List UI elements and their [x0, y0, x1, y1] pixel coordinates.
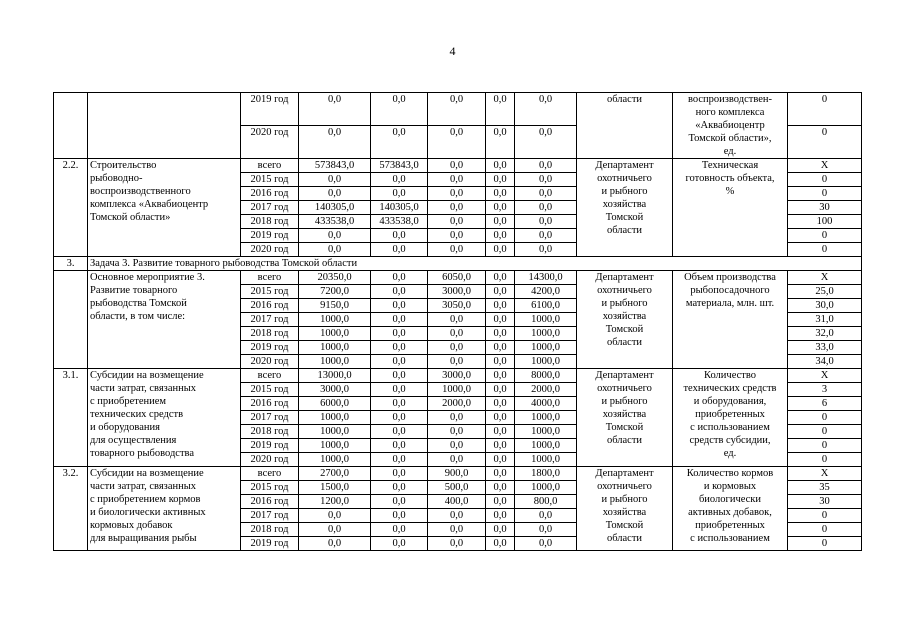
year-cell: 2018 год: [241, 425, 299, 439]
amount-cell: 0,0: [428, 453, 486, 467]
amount-cell: 0,0: [371, 299, 428, 313]
year-cell: 2020 год: [241, 453, 299, 467]
table-row: [54, 369, 862, 383]
year-cell: 2016 год: [241, 187, 299, 201]
indicator-value: 0: [788, 173, 862, 187]
amount-cell: 0,0: [486, 126, 515, 159]
year-cell: 2019 год: [241, 229, 299, 243]
indicator-value: 0: [788, 229, 862, 243]
table-row: [54, 271, 862, 285]
amount-cell: 1000,0: [515, 425, 577, 439]
amount-cell: 2700,0: [299, 467, 371, 481]
amount-cell: 0,0: [486, 355, 515, 369]
amount-cell: 1000,0: [299, 313, 371, 327]
indicator-value: Х: [788, 159, 862, 173]
amount-cell: 0,0: [371, 355, 428, 369]
year-cell: 2017 год: [241, 313, 299, 327]
indicator-value: 0: [788, 439, 862, 453]
year-cell: 2017 год: [241, 201, 299, 215]
amount-cell: 0,0: [371, 537, 428, 551]
amount-cell: 0,0: [486, 537, 515, 551]
amount-cell: 0,0: [371, 126, 428, 159]
indicator-value: 35: [788, 481, 862, 495]
indicator-value: Х: [788, 271, 862, 285]
amount-cell: 0,0: [428, 126, 486, 159]
amount-cell: 14300,0: [515, 271, 577, 285]
amount-cell: 0,0: [299, 243, 371, 257]
amount-cell: 0,0: [486, 425, 515, 439]
amount-cell: 0,0: [371, 481, 428, 495]
amount-cell: 573843,0: [299, 159, 371, 173]
amount-cell: 0,0: [486, 173, 515, 187]
amount-cell: 0,0: [486, 481, 515, 495]
indicator-value: 0: [788, 411, 862, 425]
amount-cell: 1000,0: [515, 341, 577, 355]
amount-cell: 0,0: [371, 369, 428, 383]
year-cell: 2019 год: [241, 537, 299, 551]
year-cell: 2017 год: [241, 509, 299, 523]
amount-cell: 1000,0: [515, 481, 577, 495]
amount-cell: 1000,0: [428, 383, 486, 397]
amount-cell: 433538,0: [371, 215, 428, 229]
indicator-value: 30: [788, 495, 862, 509]
amount-cell: 1000,0: [515, 355, 577, 369]
amount-cell: 0,0: [428, 509, 486, 523]
amount-cell: 1800,0: [515, 467, 577, 481]
amount-cell: 0,0: [428, 173, 486, 187]
amount-cell: 0,0: [299, 126, 371, 159]
amount-cell: 0,0: [486, 271, 515, 285]
activity-name: [88, 93, 241, 159]
amount-cell: 1000,0: [299, 411, 371, 425]
amount-cell: 0,0: [371, 397, 428, 411]
table-row: [54, 93, 862, 126]
amount-cell: 1200,0: [299, 495, 371, 509]
amount-cell: 0,0: [515, 215, 577, 229]
amount-cell: 0,0: [428, 537, 486, 551]
amount-cell: 1000,0: [299, 453, 371, 467]
amount-cell: 4200,0: [515, 285, 577, 299]
row-number: [54, 271, 88, 369]
amount-cell: 3000,0: [428, 285, 486, 299]
amount-cell: 1000,0: [299, 439, 371, 453]
amount-cell: 0,0: [515, 187, 577, 201]
indicator-value: 0: [788, 187, 862, 201]
indicator-value: 0: [788, 243, 862, 257]
task-row: [54, 257, 862, 271]
amount-cell: 0,0: [428, 93, 486, 126]
year-cell: 2015 год: [241, 383, 299, 397]
amount-cell: 0,0: [371, 411, 428, 425]
amount-cell: 0,0: [486, 439, 515, 453]
amount-cell: 1000,0: [515, 439, 577, 453]
amount-cell: 0,0: [515, 537, 577, 551]
amount-cell: 0,0: [428, 215, 486, 229]
amount-cell: 0,0: [486, 313, 515, 327]
amount-cell: 0,0: [515, 93, 577, 126]
amount-cell: 0,0: [428, 229, 486, 243]
amount-cell: 0,0: [428, 355, 486, 369]
amount-cell: 400,0: [428, 495, 486, 509]
amount-cell: 0,0: [371, 453, 428, 467]
indicator-value: Х: [788, 369, 862, 383]
amount-cell: 0,0: [486, 159, 515, 173]
amount-cell: 1500,0: [299, 481, 371, 495]
indicator-value: 0: [788, 453, 862, 467]
indicator-value: 34,0: [788, 355, 862, 369]
indicator-value: 0: [788, 126, 862, 159]
amount-cell: 6000,0: [299, 397, 371, 411]
indicator-value: 30,0: [788, 299, 862, 313]
amount-cell: 0,0: [371, 271, 428, 285]
year-cell: 2018 год: [241, 327, 299, 341]
year-cell: 2016 год: [241, 299, 299, 313]
year-cell: всего: [241, 159, 299, 173]
amount-cell: 0,0: [428, 327, 486, 341]
amount-cell: 900,0: [428, 467, 486, 481]
amount-cell: 573843,0: [371, 159, 428, 173]
responsible-department: Департамент охотничьего и рыбного хозяйства Томской области: [577, 159, 673, 257]
responsible-department: Департамент охотничьего и рыбного хозяйства Томской области: [577, 467, 673, 551]
amount-cell: 0,0: [371, 467, 428, 481]
indicator-value: 6: [788, 397, 862, 411]
amount-cell: 1000,0: [299, 355, 371, 369]
amount-cell: 2000,0: [515, 383, 577, 397]
amount-cell: 0,0: [515, 173, 577, 187]
activity-name: Основное мероприятие 3. Развитие товарного рыбоводства Томской области, в том числе:: [88, 271, 241, 369]
indicator-value: 3: [788, 383, 862, 397]
indicator-value: 0: [788, 537, 862, 551]
amount-cell: 1000,0: [299, 327, 371, 341]
amount-cell: 0,0: [515, 523, 577, 537]
indicator-name: воспроизводствен- ного комплекса «Аквабиоцентр Томской области», ед.: [673, 93, 788, 159]
amount-cell: 0,0: [371, 509, 428, 523]
responsible-department: Департамент охотничьего и рыбного хозяйства Томской области: [577, 271, 673, 369]
year-cell: 2019 год: [241, 93, 299, 126]
amount-cell: 0,0: [428, 523, 486, 537]
amount-cell: 0,0: [371, 383, 428, 397]
year-cell: 2015 год: [241, 173, 299, 187]
amount-cell: 0,0: [371, 173, 428, 187]
amount-cell: 0,0: [299, 173, 371, 187]
amount-cell: 4000,0: [515, 397, 577, 411]
amount-cell: 0,0: [371, 243, 428, 257]
amount-cell: 20350,0: [299, 271, 371, 285]
amount-cell: 0,0: [299, 187, 371, 201]
amount-cell: 0,0: [428, 425, 486, 439]
amount-cell: 1000,0: [515, 313, 577, 327]
indicator-value: 32,0: [788, 327, 862, 341]
year-cell: 2020 год: [241, 355, 299, 369]
amount-cell: 0,0: [428, 243, 486, 257]
year-cell: 2015 год: [241, 285, 299, 299]
row-number: [54, 93, 88, 159]
amount-cell: 0,0: [299, 523, 371, 537]
indicator-value: 30: [788, 201, 862, 215]
amount-cell: 0,0: [486, 383, 515, 397]
amount-cell: 0,0: [515, 243, 577, 257]
activity-name: Строительство рыбоводно- воспроизводственного комплекса «Аквабиоцентр Томской области»: [88, 159, 241, 257]
amount-cell: 0,0: [428, 313, 486, 327]
amount-cell: 1000,0: [299, 341, 371, 355]
amount-cell: 0,0: [371, 495, 428, 509]
year-cell: всего: [241, 271, 299, 285]
year-cell: 2019 год: [241, 439, 299, 453]
row-number: 3.2.: [54, 467, 88, 551]
year-cell: 2019 год: [241, 341, 299, 355]
table-row: [54, 467, 862, 481]
task-number: 3.: [54, 257, 88, 271]
amount-cell: 0,0: [371, 439, 428, 453]
indicator-value: Х: [788, 467, 862, 481]
year-cell: 2018 год: [241, 215, 299, 229]
amount-cell: 0,0: [371, 425, 428, 439]
indicator-name: Количество технических средств и оборудования, приобретенных с использованием средств субсидии, ед.: [673, 369, 788, 467]
indicator-name: Объем производства рыбопосадочного материала, млн. шт.: [673, 271, 788, 369]
amount-cell: 0,0: [371, 313, 428, 327]
indicator-value: 31,0: [788, 313, 862, 327]
amount-cell: 0,0: [486, 509, 515, 523]
amount-cell: 3000,0: [299, 383, 371, 397]
amount-cell: 2000,0: [428, 397, 486, 411]
amount-cell: 140305,0: [371, 201, 428, 215]
amount-cell: 0,0: [428, 201, 486, 215]
amount-cell: 0,0: [486, 327, 515, 341]
amount-cell: 0,0: [371, 285, 428, 299]
year-cell: всего: [241, 467, 299, 481]
amount-cell: 0,0: [486, 93, 515, 126]
amount-cell: 0,0: [371, 327, 428, 341]
year-cell: 2017 год: [241, 411, 299, 425]
amount-cell: 0,0: [428, 187, 486, 201]
amount-cell: 0,0: [486, 523, 515, 537]
table-row: [54, 159, 862, 173]
amount-cell: 13000,0: [299, 369, 371, 383]
row-number: 2.2.: [54, 159, 88, 257]
amount-cell: 0,0: [486, 187, 515, 201]
amount-cell: 140305,0: [299, 201, 371, 215]
amount-cell: 0,0: [486, 201, 515, 215]
year-cell: 2016 год: [241, 397, 299, 411]
amount-cell: 0,0: [371, 93, 428, 126]
amount-cell: 433538,0: [299, 215, 371, 229]
amount-cell: 3000,0: [428, 369, 486, 383]
row-number: 3.1.: [54, 369, 88, 467]
amount-cell: 500,0: [428, 481, 486, 495]
amount-cell: 0,0: [299, 537, 371, 551]
amount-cell: 9150,0: [299, 299, 371, 313]
activity-name: Субсидии на возмещение части затрат, связанных с приобретением кормов и биологически активных кормовых добавок для выращивания рыбы: [88, 467, 241, 551]
amount-cell: 0,0: [371, 187, 428, 201]
amount-cell: 0,0: [486, 215, 515, 229]
program-table: [53, 92, 862, 551]
indicator-name: Количество кормов и кормовых биологически активных добавок, приобретенных с использованием: [673, 467, 788, 551]
indicator-value: 0: [788, 93, 862, 126]
year-cell: всего: [241, 369, 299, 383]
amount-cell: 0,0: [486, 467, 515, 481]
page-number: 4: [449, 44, 456, 58]
amount-cell: 0,0: [486, 243, 515, 257]
amount-cell: 1000,0: [299, 425, 371, 439]
responsible-department: Департамент охотничьего и рыбного хозяйства Томской области: [577, 369, 673, 467]
year-cell: 2020 год: [241, 126, 299, 159]
amount-cell: 1000,0: [515, 327, 577, 341]
amount-cell: 0,0: [428, 439, 486, 453]
indicator-value: 100: [788, 215, 862, 229]
indicator-value: 25,0: [788, 285, 862, 299]
task-title: Задача 3. Развитие товарного рыбоводства Томской области: [88, 257, 862, 271]
indicator-value: 33,0: [788, 341, 862, 355]
year-cell: 2018 год: [241, 523, 299, 537]
amount-cell: 0,0: [428, 341, 486, 355]
amount-cell: 0,0: [515, 201, 577, 215]
indicator-value: 0: [788, 425, 862, 439]
amount-cell: 7200,0: [299, 285, 371, 299]
amount-cell: 0,0: [515, 159, 577, 173]
amount-cell: 0,0: [299, 229, 371, 243]
year-cell: 2015 год: [241, 481, 299, 495]
amount-cell: 0,0: [486, 453, 515, 467]
amount-cell: 0,0: [486, 397, 515, 411]
amount-cell: 800,0: [515, 495, 577, 509]
amount-cell: 3050,0: [428, 299, 486, 313]
amount-cell: 0,0: [428, 411, 486, 425]
amount-cell: 0,0: [486, 369, 515, 383]
amount-cell: 6100,0: [515, 299, 577, 313]
year-cell: 2016 год: [241, 495, 299, 509]
year-cell: 2020 год: [241, 243, 299, 257]
amount-cell: 1000,0: [515, 411, 577, 425]
responsible-department: области: [577, 93, 673, 159]
indicator-name: Техническая готовность объекта, %: [673, 159, 788, 257]
amount-cell: 0,0: [486, 285, 515, 299]
amount-cell: 0,0: [428, 159, 486, 173]
amount-cell: 0,0: [371, 229, 428, 243]
amount-cell: 0,0: [486, 229, 515, 243]
amount-cell: 0,0: [486, 495, 515, 509]
amount-cell: 0,0: [299, 93, 371, 126]
amount-cell: 0,0: [299, 509, 371, 523]
indicator-value: 0: [788, 509, 862, 523]
amount-cell: 8000,0: [515, 369, 577, 383]
amount-cell: 0,0: [486, 411, 515, 425]
amount-cell: 0,0: [486, 341, 515, 355]
amount-cell: 6050,0: [428, 271, 486, 285]
amount-cell: 0,0: [515, 509, 577, 523]
amount-cell: 0,0: [371, 341, 428, 355]
amount-cell: 0,0: [515, 229, 577, 243]
amount-cell: 1000,0: [515, 453, 577, 467]
amount-cell: 0,0: [486, 299, 515, 313]
activity-name: Субсидии на возмещение части затрат, связанных с приобретением технических средств и оборудования для осуществления товарного рыбоводства: [88, 369, 241, 467]
amount-cell: 0,0: [371, 523, 428, 537]
amount-cell: 0,0: [515, 126, 577, 159]
indicator-value: 0: [788, 523, 862, 537]
